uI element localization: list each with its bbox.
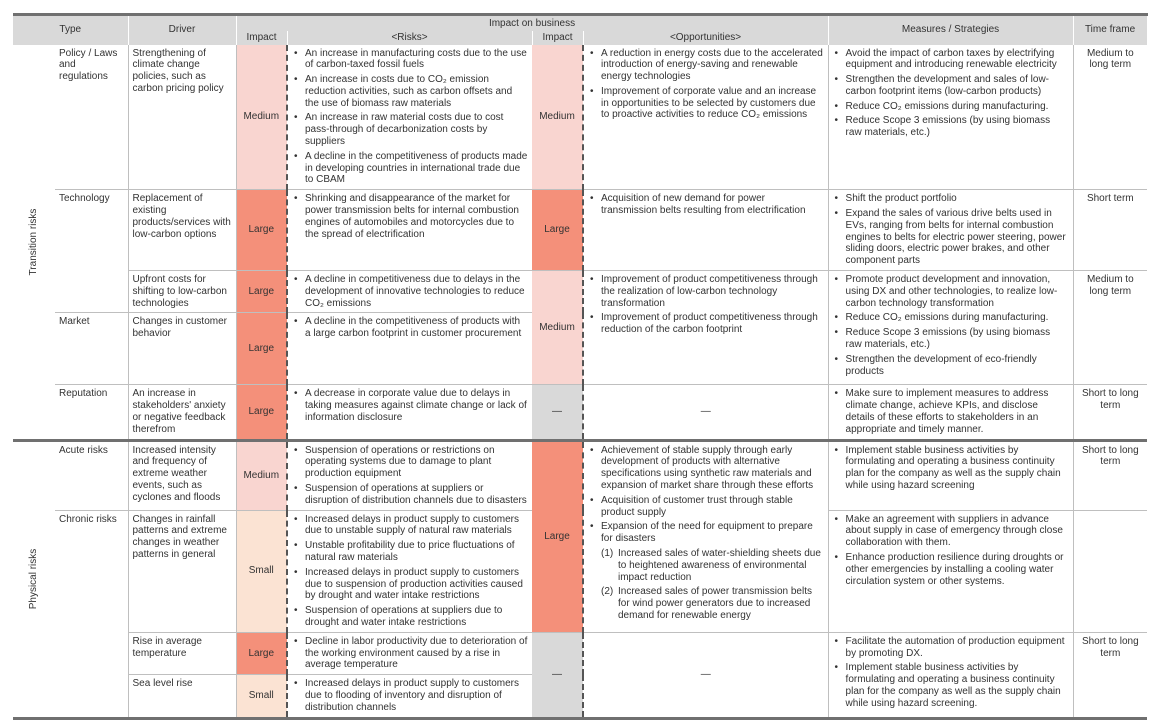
driver-cell: Increased intensity and frequency of extreme weather events, such as cyclones and floods [128, 440, 236, 510]
risks-cell [287, 440, 532, 510]
header-impact-on-business: Impact on business [236, 15, 828, 31]
measures-list [833, 445, 1069, 492]
time-frame-cell: Short to long term [1073, 385, 1147, 440]
measures-list [833, 388, 1069, 435]
measures-cell [828, 190, 1073, 271]
risks-list [292, 514, 528, 629]
list-item: • Avoid the impact of carbon taxes by electrifying equipment and introducing renewable electricity [833, 48, 1069, 72]
type-cell: Chronic risks [55, 510, 128, 718]
risks-list [292, 388, 528, 423]
table-body [13, 45, 1147, 719]
list-item: • Increased delays in product supply to customers due to flooding of inventory and disruption of distribution channels [292, 678, 528, 713]
list-item: • Improvement of product competitiveness through the realization of low-carbon technology transformation [588, 274, 824, 309]
driver-cell: An increase in stakeholders' anxiety or negative feedback therefrom [128, 385, 236, 440]
measures-cell [828, 385, 1073, 440]
table-row-acute [13, 440, 1147, 510]
opportunities-list [588, 48, 824, 122]
list-item: • A decline in the competitiveness of products made in developing countries in international trade due to CBAM [292, 151, 528, 186]
sublist-text: Increased sales of water-shielding sheets due to heightened awareness of environmental impact reduction [618, 548, 821, 583]
header-driver: Driver [128, 15, 236, 45]
list-item: • Increased delays in product supply to customers due to unstable supply of natural raw materials [292, 514, 528, 538]
measures-cell [828, 510, 1073, 632]
time-frame-cell: Short term [1073, 190, 1147, 271]
list-item: • Improvement of product competitiveness through reduction of the carbon footprint [588, 312, 824, 336]
risks-list [292, 48, 528, 187]
opportunities-list [588, 193, 824, 217]
list-item: • Improvement of corporate value and an increase in opportunities to be selected by customers due to proactive activities to reduce CO₂ emissions [588, 86, 824, 121]
table-header [13, 15, 1147, 45]
opportunities-cell [583, 190, 828, 271]
time-frame-cell: Medium to long term [1073, 45, 1147, 190]
opportunities-cell [583, 440, 828, 632]
measures-list [833, 48, 1069, 140]
opportunities-cell [583, 45, 828, 190]
opportunities-cell [583, 271, 828, 385]
measures-list [833, 274, 1069, 377]
risk-impact-large: Large [236, 271, 287, 313]
measures-list [833, 193, 1069, 267]
risks-cell [287, 385, 532, 440]
sublist-number: (1) [601, 548, 614, 559]
opp-impact-large: Large [532, 440, 583, 632]
opportunities-cell: — [583, 385, 828, 440]
opportunities-cell: — [583, 632, 828, 718]
list-item: • An increase in manufacturing costs due to the use of carbon-taxed fossil fuels [292, 48, 528, 72]
list-item: • Unstable profitability due to price fluctuations of natural raw materials [292, 540, 528, 564]
list-item: • An increase in raw material costs due to cost pass-through of decarbonization costs by suppliers [292, 112, 528, 147]
driver-cell: Strengthening of climate change policies, such as carbon pricing policy [128, 45, 236, 190]
risk-impact-small: Small [236, 510, 287, 632]
risks-list [292, 274, 528, 309]
list-item: • Reduce CO₂ emissions during manufacturing. [833, 101, 1069, 113]
risks-list [292, 445, 528, 507]
time-frame-cell: Short to long term [1073, 440, 1147, 510]
list-item: • Strengthen the development of eco-friendly products [833, 354, 1069, 378]
risks-cell [287, 190, 532, 271]
list-item: • Strengthen the development and sales of low-carbon footprint items (low-carbon products) [833, 74, 1069, 98]
sublist-number: (2) [601, 586, 614, 598]
opp-impact-medium: Medium [532, 271, 583, 385]
measures-cell [828, 632, 1073, 718]
risks-list [292, 316, 528, 340]
risks-list [292, 678, 528, 713]
risks-list [292, 636, 528, 671]
list-item: • Reduce Scope 3 emissions (by using biomass raw materials, etc.) [833, 115, 1069, 139]
risk-impact-large: Large [236, 313, 287, 385]
category-transition [13, 45, 55, 441]
opportunities-sublist [601, 548, 824, 622]
type-cell: Policy / Laws and regulations [55, 45, 128, 190]
risks-cell [287, 313, 532, 385]
measures-cell [828, 440, 1073, 510]
list-item: • Expansion of the need for equipment to prepare for disasters [588, 521, 824, 545]
table-row-technology-upfront [13, 271, 1147, 313]
header-risks: <Risks> [287, 31, 532, 45]
list-item: • Acquisition of customer trust through stable product supply [588, 495, 824, 519]
type-cell: Technology [55, 190, 128, 313]
measures-list [833, 636, 1069, 710]
table-row-temperature [13, 632, 1147, 674]
list-item: • Implement stable business activities by formulating and operating a business continuity plan for the company as well as the supply chain while using hazard screening. [833, 662, 1069, 709]
list-item: • A reduction in energy costs due to the accelerated introduction of energy-saving and renewable energy technologies [588, 48, 824, 83]
opp-impact-none: — [532, 385, 583, 440]
list-item: • Reduce CO₂ emissions during manufacturing. [833, 312, 1069, 324]
driver-cell: Changes in rainfall patterns and extreme changes in weather patterns in general [128, 510, 236, 632]
list-item: • Enhance production resilience during droughts or other emergencies by installing a cooling water circulation system or other systems. [833, 552, 1069, 587]
driver-cell: Changes in customer behavior [128, 313, 236, 385]
opportunities-list [588, 445, 824, 545]
time-frame-cell [1073, 510, 1147, 632]
header-type: Type [13, 15, 128, 45]
table-row-policy [13, 45, 1147, 190]
risks-cell [287, 510, 532, 632]
time-frame-cell: Medium to long term [1073, 271, 1147, 385]
opportunities-list [588, 274, 824, 336]
list-item: • Make an agreement with suppliers in advance about supply in case of emergency through close collaboration with them. [833, 514, 1069, 549]
measures-list [833, 514, 1069, 588]
driver-cell: Upfront costs for shifting to low-carbon technologies [128, 271, 236, 313]
table-row-reputation [13, 385, 1147, 440]
driver-cell: Rise in average temperature [128, 632, 236, 674]
header-opportunities: <Opportunities> [583, 31, 828, 45]
list-item: • A decline in competitiveness due to delays in the development of innovative technologies to reduce CO₂ emissions [292, 274, 528, 309]
opp-impact-none: — [532, 632, 583, 718]
list-item: • Suspension of operations at suppliers due to drought and water intake restrictions [292, 605, 528, 629]
list-item: • Achievement of stable supply through early development of products with alternative specifications using synthetic raw materials and expansion of market share through these efforts [588, 445, 824, 492]
measures-cell [828, 45, 1073, 190]
list-item: • Shrinking and disappearance of the market for power transmission belts for internal combustion engines of automobiles and motorcycles due to the spread of electrification [292, 193, 528, 240]
type-cell: Reputation [55, 385, 128, 440]
risks-cell [287, 45, 532, 190]
climate-risk-table [13, 13, 1148, 720]
risks-cell [287, 632, 532, 674]
climate-risk-table-container [13, 13, 1147, 713]
header-opp-impact: Impact [532, 31, 583, 45]
driver-cell: Sea level rise [128, 675, 236, 718]
time-frame-cell: Short to long term [1073, 632, 1147, 718]
opp-impact-medium: Medium [532, 45, 583, 190]
risk-impact-small: Small [236, 675, 287, 718]
list-item: • A decrease in corporate value due to delays in taking measures against climate change or lack of information disclosure [292, 388, 528, 423]
list-item: • Reduce Scope 3 emissions (by using biomass raw materials, etc.) [833, 327, 1069, 351]
list-item [601, 586, 824, 621]
list-item: • Expand the sales of various drive belts used in EVs, ranging from belts for internal combustion engines to belts for electric power steering, power sliding doors, electric power brakes, and other component parts [833, 208, 1069, 267]
opp-impact-large: Large [532, 190, 583, 271]
list-item [601, 548, 824, 583]
list-item: • Decline in labor productivity due to deterioration of the working environment caused by a rise in average temperature [292, 636, 528, 671]
measures-cell [828, 271, 1073, 385]
type-cell: Acute risks [55, 440, 128, 510]
risk-impact-medium: Medium [236, 45, 287, 190]
risk-impact-medium: Medium [236, 440, 287, 510]
list-item: • A decline in the competitiveness of products with a large carbon footprint in customer procurement [292, 316, 528, 340]
risk-impact-large: Large [236, 632, 287, 674]
category-transition-label: Transition risks [28, 208, 40, 275]
list-item: • Suspension of operations or restrictions on operating systems due to damage to plant production equipment [292, 445, 528, 480]
driver-cell: Replacement of existing products/services with low-carbon options [128, 190, 236, 271]
list-item: • Promote product development and innovation, using DX and other technologies, to realize low-carbon technology transformation [833, 274, 1069, 309]
table-row-technology [13, 190, 1147, 271]
sublist-text: Increased sales of power transmission belts for wind power generators due to increased demand for renewable energy [618, 586, 812, 621]
risks-cell [287, 271, 532, 313]
list-item: • Implement stable business activities by formulating and operating a business continuity plan for the company as well as the supply chain while using hazard screening [833, 445, 1069, 492]
category-physical-label: Physical risks [28, 548, 40, 610]
list-item: • An increase in costs due to CO₂ emission reduction activities, such as carbon offsets and the use of biomass raw materials [292, 74, 528, 109]
category-physical [13, 440, 55, 718]
list-item: • Suspension of operations at suppliers or disruption of distribution channels due to disasters [292, 483, 528, 507]
list-item: • Increased delays in product supply to customers due to suspension of production activities caused by drought and water intake restrictions [292, 567, 528, 602]
risk-impact-large: Large [236, 190, 287, 271]
header-risk-impact: Impact [236, 31, 287, 45]
type-cell: Market [55, 313, 128, 385]
list-item: • Shift the product portfolio [833, 193, 1069, 205]
header-measures: Measures / Strategies [828, 15, 1073, 45]
list-item: • Acquisition of new demand for power transmission belts resulting from electrification [588, 193, 824, 217]
list-item: • Make sure to implement measures to address climate change, achieve KPIs, and disclose details of these efforts to stakeholders in an appropriate and timely manner. [833, 388, 1069, 435]
risks-cell [287, 675, 532, 718]
header-time-frame: Time frame [1073, 15, 1147, 45]
risk-impact-large: Large [236, 385, 287, 440]
list-item: • Facilitate the automation of production equipment by promoting DX. [833, 636, 1069, 660]
risks-list [292, 193, 528, 240]
